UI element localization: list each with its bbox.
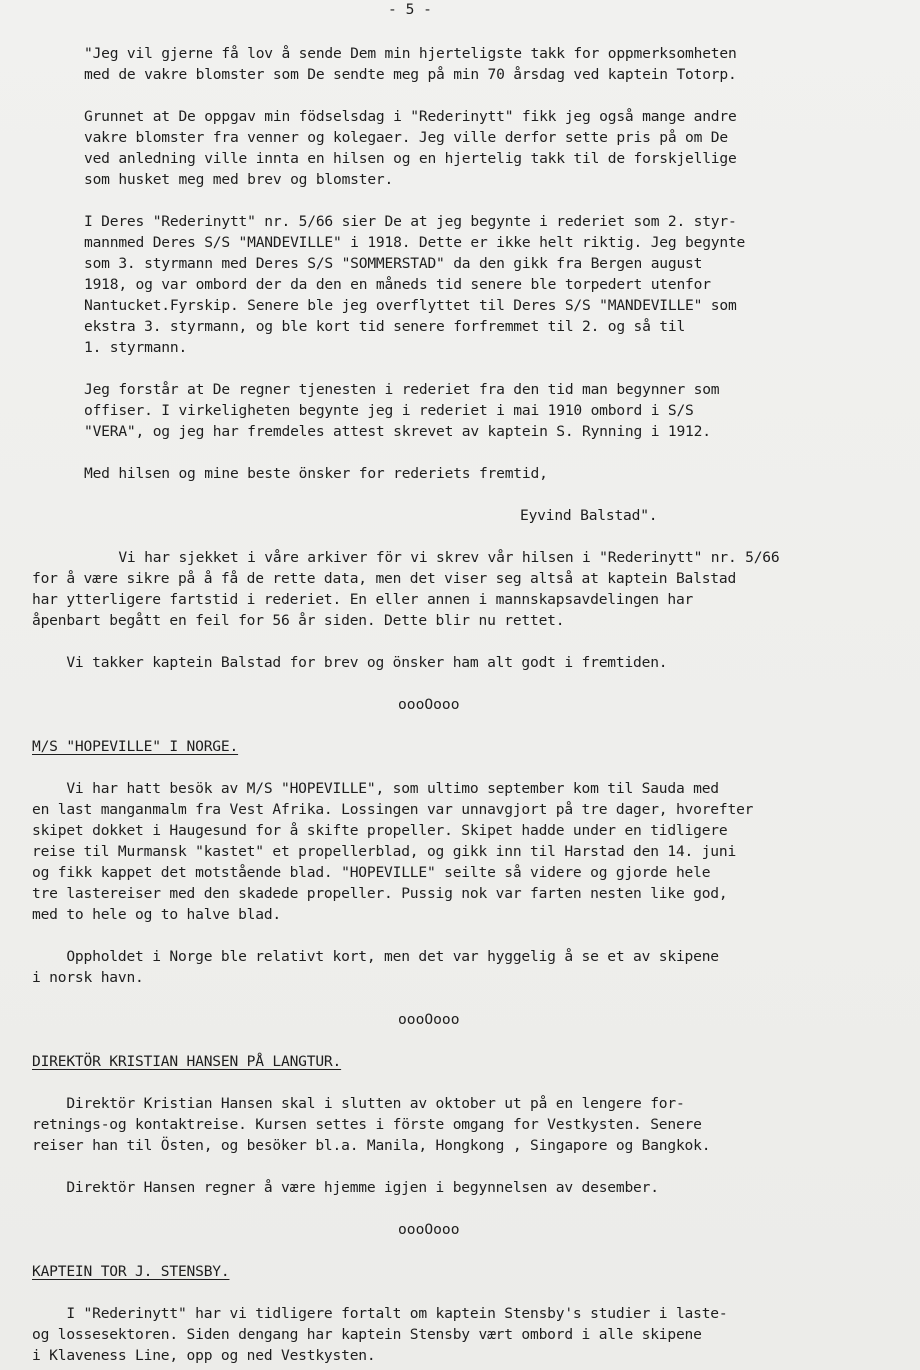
text-line: vakre blomster fra venner og kolegaer. Jeg ville derfor sette pris på om De [84, 129, 728, 146]
text-line: offiser. I virkeligheten begynte jeg i rederiet i mai 1910 ombord i S/S [84, 402, 694, 419]
text-line: har ytterligere fartstid i rederiet. En eller annen i mannskapsavdelingen har [32, 591, 694, 608]
text-line: Direktör Kristian Hansen skal i slutten av oktober ut på en lengere for- [32, 1095, 685, 1112]
text-line: Oppholdet i Norge ble relativt kort, men det var hyggelig å se et av skipene [32, 948, 719, 965]
text-line: Eyvind Balstad". [520, 507, 658, 524]
text-line: Nantucket.Fyrskip. Senere ble jeg overflyttet til Deres S/S "MANDEVILLE" som [84, 297, 737, 314]
text-line: I Deres "Rederinytt" nr. 5/66 sier De at jeg begynte i rederiet som 2. styr- [84, 213, 737, 230]
text-line: "VERA", og jeg har fremdeles attest skrevet av kaptein S. Rynning i 1912. [84, 423, 711, 440]
section-separator: oooOooo [398, 1221, 460, 1238]
text-line: I "Rederinytt" har vi tidligere fortalt om kaptein Stensby's studier i laste- [32, 1305, 728, 1322]
section-separator: oooOooo [398, 696, 460, 713]
text-line: tre lastereiser med den skadede propeller. Pussig nok var farten nesten like god, [32, 885, 728, 902]
text-line: Jeg forstår at De regner tjenesten i rederiet fra den tid man begynner som [84, 381, 720, 398]
text-line: reiser han til Östen, og besöker bl.a. Manila, Hongkong , Singapore og Bangkok. [32, 1137, 711, 1154]
section-heading: M/S "HOPEVILLE" I NORGE. [32, 738, 239, 755]
text-line: 1. styrmann. [84, 339, 188, 356]
text-line: i Klaveness Line, opp og ned Vestkysten. [32, 1347, 376, 1364]
text-line: 1918, og var ombord der da den en måneds tid senere ble torpedert utenfor [84, 276, 711, 293]
text-line: Vi takker kaptein Balstad for brev og önsker ham alt godt i fremtiden. [32, 654, 668, 671]
section-heading: KAPTEIN TOR J. STENSBY. [32, 1263, 230, 1280]
text-line: som 3. styrmann med Deres S/S "SOMMERSTAD" da den gikk fra Bergen august [84, 255, 703, 272]
text-line: for å være sikre på å få de rette data, men det viser seg altså at kaptein Balstad [32, 570, 737, 587]
text-line: Vi har sjekket i våre arkiver för vi skrev vår hilsen i "Rederinytt" nr. 5/66 [84, 549, 780, 566]
section-heading: DIREKTÖR KRISTIAN HANSEN PÅ LANGTUR. [32, 1053, 342, 1070]
text-line: Med hilsen og mine beste önsker for rederiets fremtid, [84, 465, 548, 482]
text-line: og lossesektoren. Siden dengang har kaptein Stensby vært ombord i alle skipene [32, 1326, 702, 1343]
text-line: ekstra 3. styrmann, og ble kort tid senere forfremmet til 2. og så til [84, 318, 686, 335]
text-line: en last manganmalm fra Vest Afrika. Lossingen var unnavgjort på tre dager, hvorefter [32, 801, 754, 818]
text-line: og fikk kappet det motstående blad. "HOPEVILLE" seilte så videre og gjorde hele [32, 864, 711, 881]
text-line: som husket meg med brev og blomster. [84, 171, 394, 188]
text-line: Vi har hatt besök av M/S "HOPEVILLE", som ultimo september kom til Sauda med [32, 780, 719, 797]
page-number: - 5 - [388, 1, 432, 18]
text-line: Grunnet at De oppgav min födselsdag i "Rederinytt" fikk jeg også mange andre [84, 108, 737, 125]
text-line: reise til Murmansk "kastet" et propellerblad, og gikk inn til Harstad den 14. juni [32, 843, 737, 860]
text-line: retnings-og kontaktreise. Kursen settes i förste omgang for Vestkysten. Senere [32, 1116, 702, 1133]
text-line: i norsk havn. [32, 969, 144, 986]
section-separator: oooOooo [398, 1011, 460, 1028]
text-line: Direktör Hansen regner å være hjemme igjen i begynnelsen av desember. [32, 1179, 659, 1196]
text-line: ved anledning ville innta en hilsen og en hjertelig takk til de forskjellige [84, 150, 737, 167]
text-line: mannmed Deres S/S "MANDEVILLE" i 1918. Dette er ikke helt riktig. Jeg begynte [84, 234, 746, 251]
text-line: åpenbart begått en feil for 56 år siden. Dette blir nu rettet. [32, 612, 565, 629]
text-line: med de vakre blomster som De sendte meg på min 70 årsdag ved kaptein Totorp. [84, 66, 737, 83]
text-line: skipet dokket i Haugesund for å skifte propeller. Skipet hadde under en tidligere [32, 822, 728, 839]
text-line: med to hele og to halve blad. [32, 906, 281, 923]
text-line: "Jeg vil gjerne få lov å sende Dem min hjerteligste takk for oppmerksomheten [84, 45, 737, 62]
